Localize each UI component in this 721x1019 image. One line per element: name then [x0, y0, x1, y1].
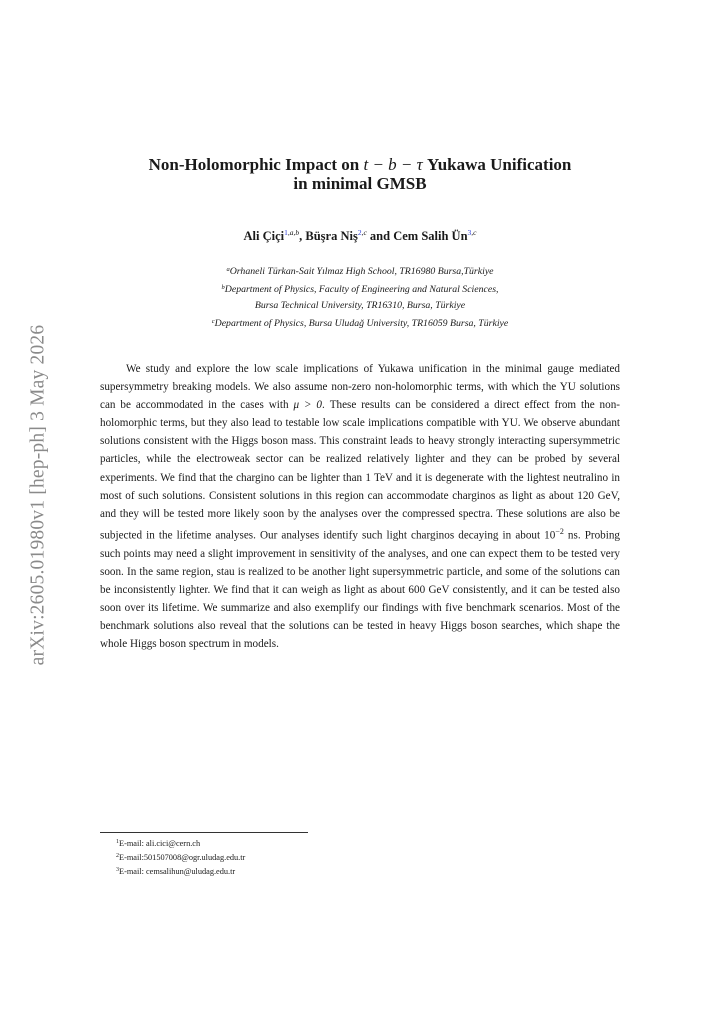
author-3-affiliation-marks: ,c	[471, 228, 477, 237]
affiliation-text: Bursa Technical University, TR16310, Bursa, Türkiye	[254, 300, 466, 311]
title-text-post: Yukawa Unification	[422, 155, 572, 174]
paper-title-line-2: in minimal GMSB	[293, 174, 427, 193]
footnote-number: 3	[116, 867, 119, 873]
affiliation-text: Department of Physics, Bursa Uludağ University, TR16059 Bursa, Türkiye	[214, 318, 509, 329]
title-math: t − b − τ	[363, 155, 423, 174]
affiliation-label: c	[211, 318, 215, 325]
footnote-email[interactable]: E-mail:501507008@ogr.uludag.edu.tr	[119, 853, 246, 862]
paper-title-line-1	[100, 155, 620, 174]
author-name-3: Cem Salih Ün	[393, 229, 468, 243]
footnote-email[interactable]: E-mail: ali.cici@cern.ch	[119, 839, 201, 848]
author-1-affiliation-marks: ,a,b	[287, 228, 300, 237]
author-3-footnote-ref[interactable]: 3	[467, 228, 472, 237]
author-2-footnote-ref[interactable]: 2	[357, 228, 362, 237]
abstract-text-2: . These results can be considered a direct effect from the non-holomorphic terms, but they also lead to testable low scale implications compatible with YU. We observe abundant solutions consistent with the Higgs boson mass. This constraint leads to heavy strongly interacting supersymmetric particles, while the electroweak sector can be realized relatively lighter and they can be probed by several experiments. We find that the chargino can be lighter than 1 TeV and it is degenerate with the lightest neutralino in most of such solutions. Consistent solutions in this region can accommodate charginos as light as about 120 GeV, and they will be tested more likely soon by the analyses over the compressed spectra. These solutions are also be subjected in the lifetime analyses. Our analyses identify such light charginos decaying in about 10	[100, 399, 620, 542]
footnote-3	[116, 864, 245, 878]
affiliation-b-continued	[100, 298, 620, 314]
affiliation-label: a	[226, 266, 230, 273]
footnote-email[interactable]: E-mail: cemsalihun@uludag.edu.tr	[119, 867, 236, 876]
affiliation-a	[100, 262, 620, 280]
author-1-footnote-ref[interactable]: 1	[284, 228, 288, 237]
footnote-rule	[100, 832, 308, 833]
author-list	[100, 228, 620, 244]
author-2-affiliation-marks: ,c	[361, 228, 367, 237]
affiliation-list	[100, 262, 620, 332]
arxiv-identifier-text: arXiv:2605.01980v1 [hep-ph] 3 May 2026	[27, 324, 49, 666]
abstract-math-mu: μ > 0	[293, 399, 322, 412]
abstract-text-3: ns. Probing such points may need a slight improvement in sensitivity of the analyses, and one can expect them to be tested very soon. In the same region, stau is realized to be another light supersymmetric particle, and some of the solutions can be inconsistently lighter. We find that it can weigh as light as about 600 GeV consistently, and it can be tested also soon over its lifetime. We summarize and also exemplify our findings with five benchmark scenarios. Most of the benchmark solutions also reveal that the solutions can be tested in heavy Higgs boson searches, which shape the whole Higgs boson spectrum in models.	[100, 529, 620, 651]
title-text-pre: Non-Holomorphic Impact on	[148, 155, 364, 174]
affiliation-c	[100, 314, 620, 332]
abstract-paragraph	[100, 360, 620, 653]
footnote-2	[116, 850, 245, 864]
footnote-number: 1	[116, 839, 119, 845]
author-3-marks	[468, 228, 477, 237]
author-separator-2: and	[366, 229, 394, 243]
affiliation-b	[100, 280, 620, 298]
author-separator-1: ,	[299, 229, 306, 243]
author-name-1: Ali Çiçi	[243, 229, 285, 243]
author-1-marks	[284, 228, 299, 237]
author-name-2: Büşra Niş	[305, 229, 358, 243]
abstract-text-1: We study and explore the low scale implications of Yukawa unification in the minimal gauge mediated supersymmetry breaking models. We also assume non-zero non-holomorphic terms, with which the YU solutions can be accommodated in the cases with	[100, 363, 620, 412]
affiliation-text: Department of Physics, Faculty of Engineering and Natural Sciences,	[224, 284, 499, 295]
affiliation-label: b	[221, 284, 225, 291]
abstract-exponent: −2	[555, 526, 564, 536]
affiliation-text: Orhaneli Türkan-Sait Yılmaz High School, TR16980 Bursa,Türkiye	[229, 266, 494, 277]
arxiv-identifier-stamp	[18, 295, 58, 695]
author-2-marks	[358, 228, 367, 237]
footnote-1	[116, 836, 245, 850]
footnote-number: 2	[116, 853, 119, 859]
footnote-list	[116, 836, 245, 878]
